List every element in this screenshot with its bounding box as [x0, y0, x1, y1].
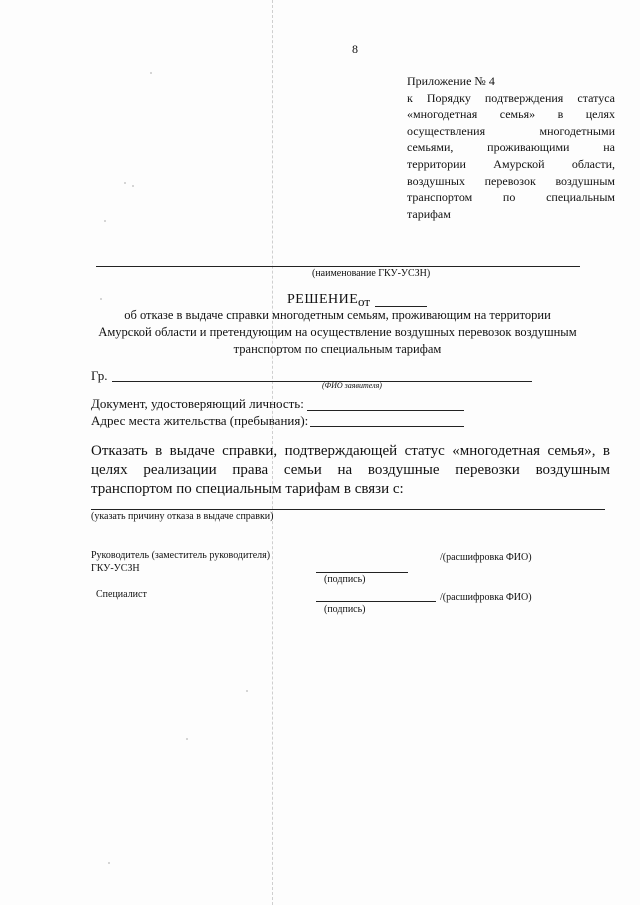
- specialist-name-decode: /(расшифровка ФИО): [440, 592, 532, 603]
- appendix-block: [407, 73, 615, 222]
- appendix-line: осуществления многодетными: [407, 123, 615, 138]
- specialist-signature-field[interactable]: [316, 601, 436, 602]
- citizen-caption: (ФИО заявителя): [322, 381, 382, 390]
- refusal-reason-field[interactable]: [91, 509, 605, 510]
- identity-doc-label: Документ, удостоверяющий личность:: [91, 396, 304, 411]
- agency-name-field[interactable]: [96, 266, 580, 267]
- appendix-line: Приложение № 4: [407, 74, 495, 88]
- decision-date-label: от: [358, 294, 371, 309]
- appendix-line: тарифам: [407, 206, 451, 221]
- identity-doc-field[interactable]: [307, 410, 464, 411]
- residence-label: Адрес места жительства (пребывания):: [91, 413, 309, 428]
- decision-title: РЕШЕНИЕ: [287, 292, 359, 307]
- agency-caption: (наименование ГКУ-УСЗН): [312, 268, 431, 279]
- head-signatory-title: Руководитель (заместитель руководителя): [91, 550, 271, 561]
- decision-subtitle: [60, 307, 615, 358]
- head-signatory: [91, 549, 270, 575]
- scan-speck: [186, 738, 188, 740]
- head-name-decode: /(расшифровка ФИО): [440, 552, 532, 563]
- head-signatory-org: ГКУ-УСЗН: [91, 563, 140, 574]
- appendix-line: «многодетная семья» в целях: [407, 107, 615, 122]
- appendix-line: территории Амурской области,: [407, 156, 615, 171]
- appendix-line: воздушных перевозок воздушным: [407, 173, 615, 188]
- decision-subtitle-line: транспортом по специальным тарифам: [233, 342, 442, 356]
- scan-speck: [104, 220, 106, 222]
- appendix-line: к Порядку подтверждения статуса: [407, 90, 615, 105]
- decision-subtitle-line: Амурской области и претендующим на осуществление воздушных перевозок воздушным: [98, 325, 577, 339]
- scan-speck: [100, 298, 102, 300]
- scan-speck: [246, 690, 248, 692]
- decision-subtitle-line: об отказе в выдаче справки многодетным семьям, проживающим на территории: [124, 308, 551, 322]
- refusal-line: целях реализации права семьи на воздушные перевозки воздушным: [91, 462, 610, 478]
- specialist-label: Специалист: [96, 589, 147, 600]
- scan-speck: [150, 72, 152, 74]
- residence-field[interactable]: [310, 426, 464, 427]
- appendix-line: семьями, проживающими на: [407, 140, 615, 155]
- refusal-line: Отказать в выдаче справки, подтверждающей статус «многодетная семья», в: [91, 443, 610, 459]
- scan-speck: [124, 182, 126, 184]
- head-signature-caption: (подпись): [324, 574, 366, 585]
- head-signature-field[interactable]: [316, 572, 408, 573]
- appendix-line: транспортом по специальным: [407, 190, 615, 205]
- citizen-label: Гр.: [91, 368, 108, 383]
- reason-caption: (указать причину отказа в выдаче справки): [91, 511, 274, 522]
- specialist-signature-caption: (подпись): [324, 604, 366, 615]
- scan-speck: [108, 862, 110, 864]
- scan-speck: [132, 185, 134, 187]
- page-number: 8: [352, 42, 358, 56]
- refusal-line: транспортом по специальным тарифам в связи с:: [91, 481, 404, 497]
- refusal-paragraph: [91, 442, 610, 499]
